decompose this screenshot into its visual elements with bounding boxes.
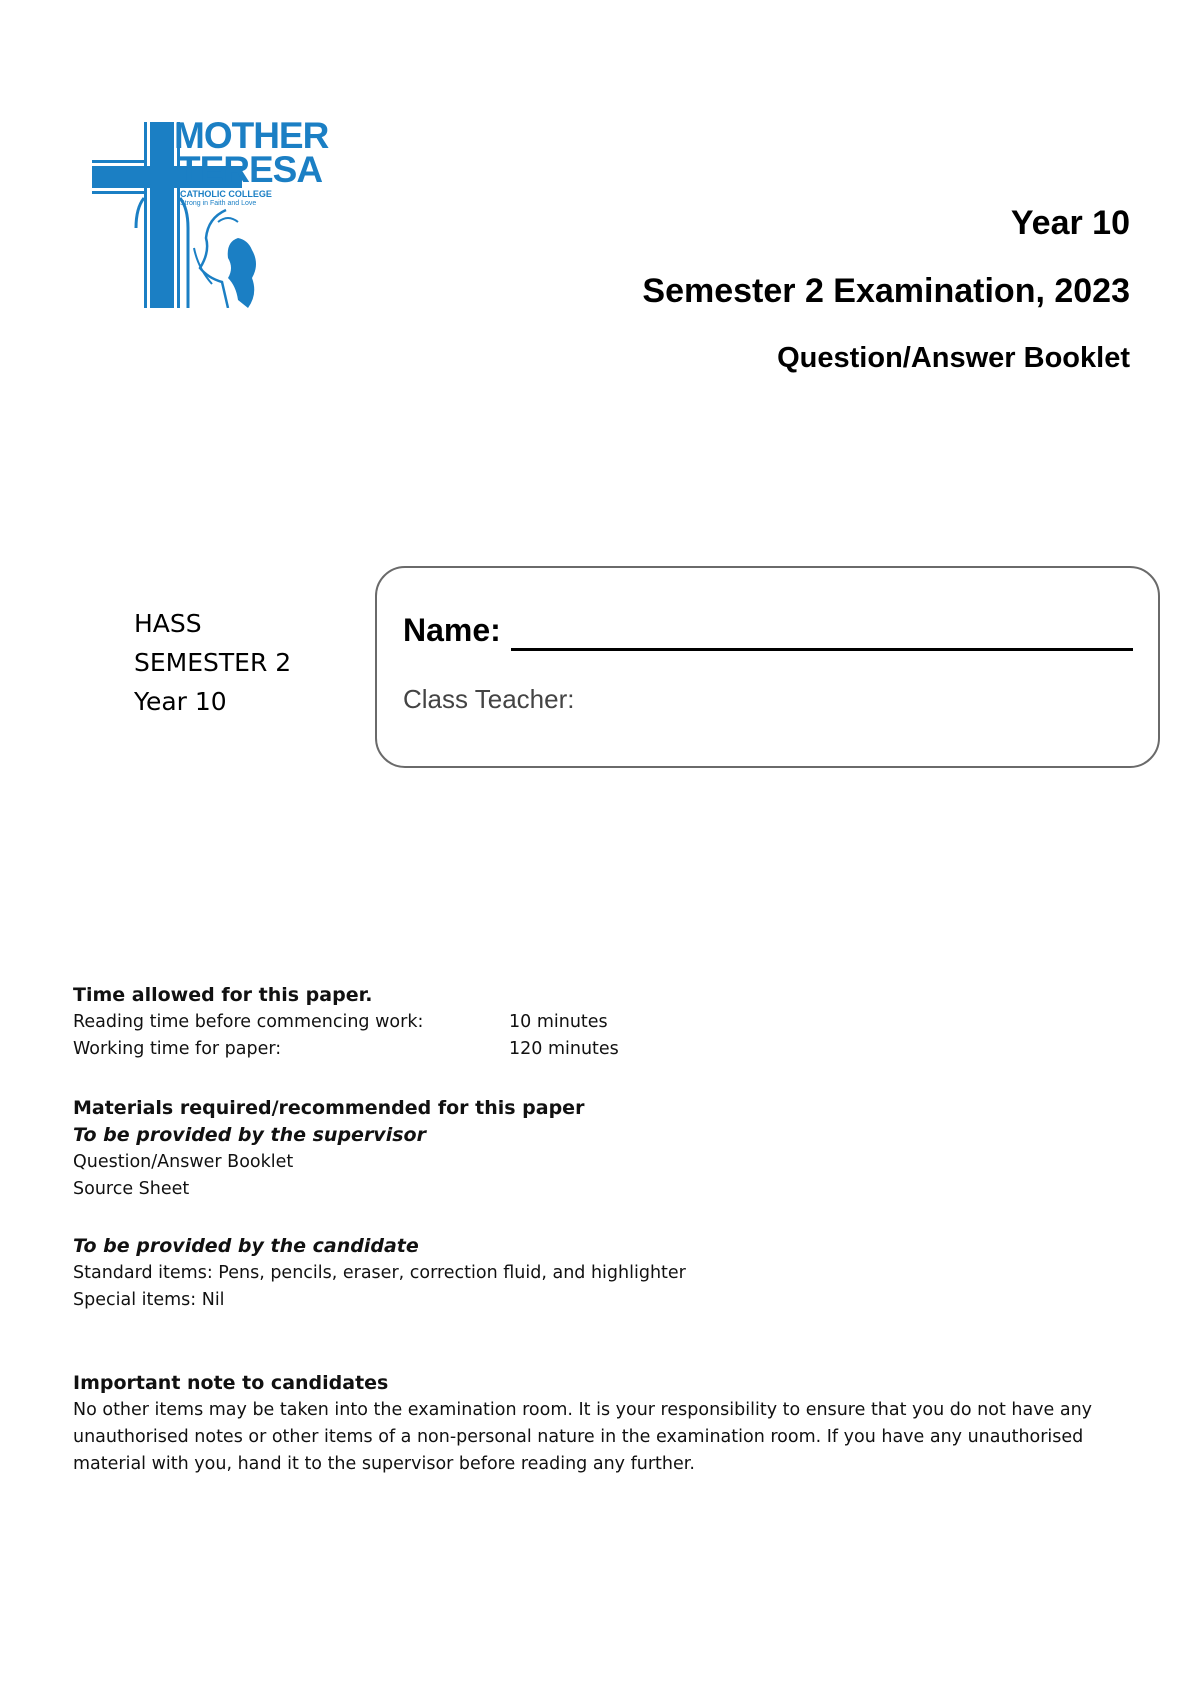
logo-text-teresa: TERESA xyxy=(178,149,323,190)
note-heading: Important note to candidates xyxy=(73,1372,389,1394)
logo-text-motto: Strong in Faith and Love xyxy=(180,200,257,207)
subject-block xyxy=(134,604,291,721)
candidate-heading: To be provided by the candidate xyxy=(73,1235,419,1257)
working-time-label: Working time for paper: xyxy=(73,1039,282,1059)
standard-items: Standard items: Pens, pencils, eraser, correction fluid, and highlighter xyxy=(73,1263,686,1283)
college-logo xyxy=(88,115,348,308)
name-label: Name: xyxy=(403,612,501,648)
title-year: Year 10 xyxy=(1010,204,1130,242)
reading-time-label: Reading time before commencing work: xyxy=(73,1012,424,1032)
supervisor-item: Source Sheet xyxy=(73,1179,190,1199)
logo-text-mother: MOTHER xyxy=(174,115,329,156)
exam-information xyxy=(73,982,1133,1478)
special-items: Special items: Nil xyxy=(73,1290,225,1310)
materials-heading: Materials required/recommended for this paper xyxy=(73,1097,585,1119)
reading-time-row xyxy=(73,1009,1133,1036)
name-write-line[interactable] xyxy=(511,648,1133,651)
title-exam: Semester 2 Examination, 2023 xyxy=(642,272,1130,310)
note-text: No other items may be taken into the examination room. It is your responsibility to ensure that you do not have any unauthorised notes or other items of a non-personal nature in the examination room. If you have any unauthorised material with you, hand it to the supervisor before reading any further. xyxy=(73,1400,1093,1474)
logo-text-college: CATHOLIC COLLEGE xyxy=(180,189,272,199)
title-block xyxy=(642,200,1130,378)
subject-semester: SEMESTER 2 xyxy=(134,648,292,677)
subject-name: HASS xyxy=(134,609,202,638)
working-time-value: 120 minutes xyxy=(509,1039,619,1059)
subject-year: Year 10 xyxy=(134,687,227,716)
time-heading: Time allowed for this paper. xyxy=(73,984,373,1006)
supervisor-heading: To be provided by the supervisor xyxy=(73,1124,426,1146)
working-time-row xyxy=(73,1036,1133,1063)
student-details-box xyxy=(375,566,1160,768)
class-teacher-label: Class Teacher: xyxy=(403,684,575,714)
reading-time-value: 10 minutes xyxy=(509,1012,608,1032)
supervisor-item: Question/Answer Booklet xyxy=(73,1152,294,1172)
title-booklet: Question/Answer Booklet xyxy=(777,342,1130,374)
